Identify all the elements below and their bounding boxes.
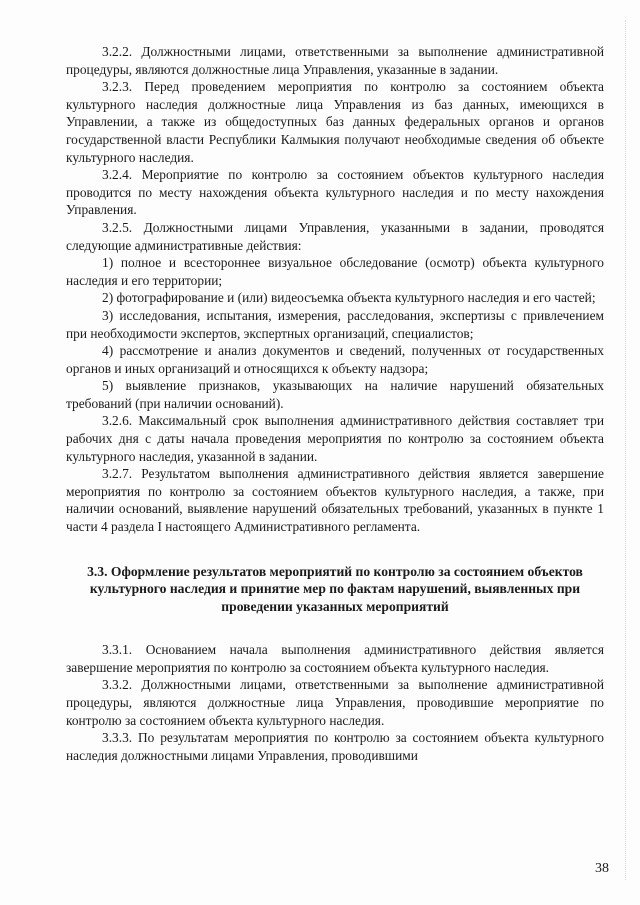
list-item-3: 3) исследования, испытания, измерения, расследования, экспертизы с привлечением при необходимости экспертов, экспертных организаций, специалистов; [66, 307, 604, 341]
paragraph-3-2-5: 3.2.5. Должностными лицами Управления, указанными в задании, проводятся следующие административные действия: [66, 219, 604, 253]
paragraph-3-2-6: 3.2.6. Максимальный срок выполнения административного действия составляет три рабочих дня с даты начала проведения мероприятия по контролю за состоянием объекта культурного наследия, указанной в задании. [66, 413, 604, 464]
paragraph-3-3-2: 3.3.2. Должностными лицами, ответственными за выполнение административной процедуры, являются должностные лица Управления, проводившие мероприятие по контролю за состоянием объекта культурного наследия. [66, 677, 604, 728]
paragraph-3-2-2: 3.2.2. Должностными лицами, ответственными за выполнение административной процедуры, являются должностные лица Управления, указанные в задании. [66, 44, 604, 77]
paragraph-3-3-3: 3.3.3. По результатам мероприятия по контролю за состоянием объекта культурного наследия должностными лицами Управления, проводившими [66, 730, 604, 763]
section-heading-3-3: 3.3. Оформление результатов мероприятий по контролю за состоянием объектов культурного наследия и принятие мер по фактам нарушений, выявленных при проведении указанных мероприятий [87, 563, 583, 614]
paragraph-3-2-7: 3.2.7. Результатом выполнения административного действия является завершение мероприятия по контролю за состоянием объектов культурного наследия, а также, при наличии оснований, выявление нарушений обязательных требований, указанных в пункте 1 части 4 раздела I настоящего Административного регламента. [66, 466, 604, 535]
list-item-5: 5) выявление признаков, указывающих на наличие нарушений обязательных требований (при наличии оснований). [66, 378, 604, 411]
list-item-2: 2) фотографирование и (или) видеосъемка объекта культурного наследия и его частей; [102, 290, 596, 306]
paragraph-3-2-3: 3.2.3. Перед проведением мероприятия по контролю за состоянием объекта культурного наследия должностные лица Управления из баз данных, имеющихся в Управлении, а также из общедоступных баз данных федеральных органов и органов государственной власти Республики Калмыкия получают необходимые сведения об объекте культурного наследия. [66, 79, 604, 165]
scan-edge-divider [625, 20, 630, 880]
list-item-4: 4) рассмотрение и анализ документов и сведений, полученных от государственных органов и иных организаций и относящихся к объекту надзора; [66, 343, 604, 376]
document-body [66, 43, 604, 764]
paragraph-3-2-4: 3.2.4. Мероприятие по контролю за состоянием объектов культурного наследия проводится по месту нахождения объекта культурного наследия и по месту нахождения Управления. [66, 167, 604, 218]
page-number: 38 [595, 861, 609, 876]
list-item-1: 1) полное и всестороннее визуальное обследование (осмотр) объекта культурного наследия и его территории; [66, 255, 604, 288]
paragraph-3-3-1: 3.3.1. Основанием начала выполнения административного действия является завершение мероприятия по контролю за состоянием объекта культурного наследия. [66, 642, 604, 675]
